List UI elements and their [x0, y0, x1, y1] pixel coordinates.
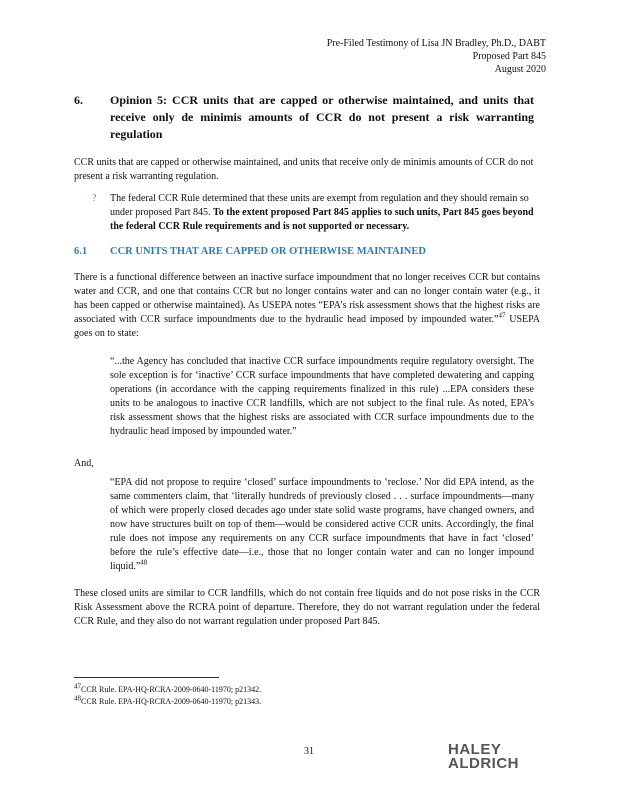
header-date: August 2020	[494, 64, 546, 75]
footnote-text: CCR Rule. EPA-HQ-RCRA-2009-0640-11970; p21342.	[81, 685, 262, 694]
footnote-text: CCR Rule. EPA-HQ-RCRA-2009-0640-11970; p21343.	[81, 697, 262, 706]
footnote-ref-48[interactable]: 48	[140, 558, 148, 567]
bullet-item	[92, 192, 540, 234]
running-header	[327, 37, 546, 76]
section-number: 6.1	[74, 246, 88, 257]
section-heading	[74, 245, 540, 259]
paragraph-functional-difference	[74, 271, 540, 341]
company-logo	[448, 743, 548, 771]
block-quote-2	[110, 476, 534, 574]
page-number: 31	[304, 746, 314, 757]
header-subtitle: Proposed Part 845	[472, 51, 546, 62]
paragraph-tail: USEPA goes on to state:	[74, 314, 540, 339]
intro-paragraph: CCR units that are capped or otherwise maintained, and units that receive only de minimis amounts of CCR do not present a risk warranting regulation.	[74, 157, 534, 182]
footnote-number: 47	[74, 682, 81, 691]
footnote-47	[74, 684, 540, 695]
header-title: Pre-Filed Testimony of Lisa JN Bradley, Ph.D., DABT	[326, 38, 546, 49]
footnote-number: 48	[74, 694, 81, 703]
logo-line-2: ALDRICH	[448, 755, 519, 772]
quote-text: “EPA did not propose to require ‘closed’ surface impoundments to ‘reclose.’ Nor did EPA intend, as the same commenters claim, that ‘literally hundreds of previously closed . . . surface impoundments—many of which were properly closed decades ago under state solid waste programs, have changed owners, and now have structures built on top of them—would be considered active CCR units. Accordingly, the final rule does not impose any requirements on any CCR surface impoundments that have in fact ‘closed’ before the rule’s effective date—i.e., those that no longer contain water and can no longer impound liquid.”	[110, 477, 534, 572]
paragraph-text: There is a functional difference between an inactive surface impoundment that no longer receives CCR but contains water and CCR, and one that contains CCR but no longer contains water and can no longer contain water (e.g., it has been capped or otherwise maintained). As USEPA notes “EPA’s risk assessment shows that the highest risks are associated with CCR surface impoundments due to the hydraulic head imposed by impounded water.”	[74, 272, 540, 325]
footnote-48	[74, 696, 540, 707]
opinion-number: 6.	[74, 93, 83, 107]
footnote-divider	[74, 677, 219, 678]
paragraph-closed-units: These closed units are similar to CCR landfills, which do not contain free liquids and do not pose risks in the CCR Risk Assessment above the RCRA point of departure. Therefore, they do not warrant regulation under the federal CCR Rule, and they also do not warrant regulation under proposed Part 845.	[74, 588, 540, 627]
block-quote-1: “...the Agency has concluded that inactive CCR surface impoundments require regulatory oversight. The sole exception is for ‘inactive’ CCR surface impoundments that have completed dewatering and capping operations (in accordance with the capping requirements finalized in this rule) ...EPA considers these units to be analogous to inactive CCR landfills, which are not subject to the final rule. As noted, EPA’s risk assessment shows that the highest risks are associated with CCR surface impoundments due to the hydraulic head imposed by impounded water.”	[110, 356, 534, 437]
bullet-bold-text: To the extent proposed Part 845 applies to such units, Part 845 goes beyond the federal CCR Rule requirements and is not supported or necessary.	[110, 207, 534, 232]
logo-line-1: HALEY	[448, 741, 502, 758]
bullet-icon: ?	[92, 193, 97, 204]
bullet-text	[110, 192, 540, 234]
footnote-ref-47[interactable]: 47	[498, 311, 506, 320]
opinion-title: Opinion 5: CCR units that are capped or otherwise maintained, and units that receive only de minimis amounts of CCR do not present a risk warranting regulation	[110, 93, 534, 141]
section-title: CCR UNITS THAT ARE CAPPED OR OTHERWISE MAINTAINED	[110, 246, 426, 257]
opinion-heading	[74, 92, 534, 143]
bullet-plain-text: The federal CCR Rule determined that these units are exempt from regulation and they should remain so under proposed Part 845.	[110, 193, 529, 218]
and-label: And,	[74, 458, 94, 469]
